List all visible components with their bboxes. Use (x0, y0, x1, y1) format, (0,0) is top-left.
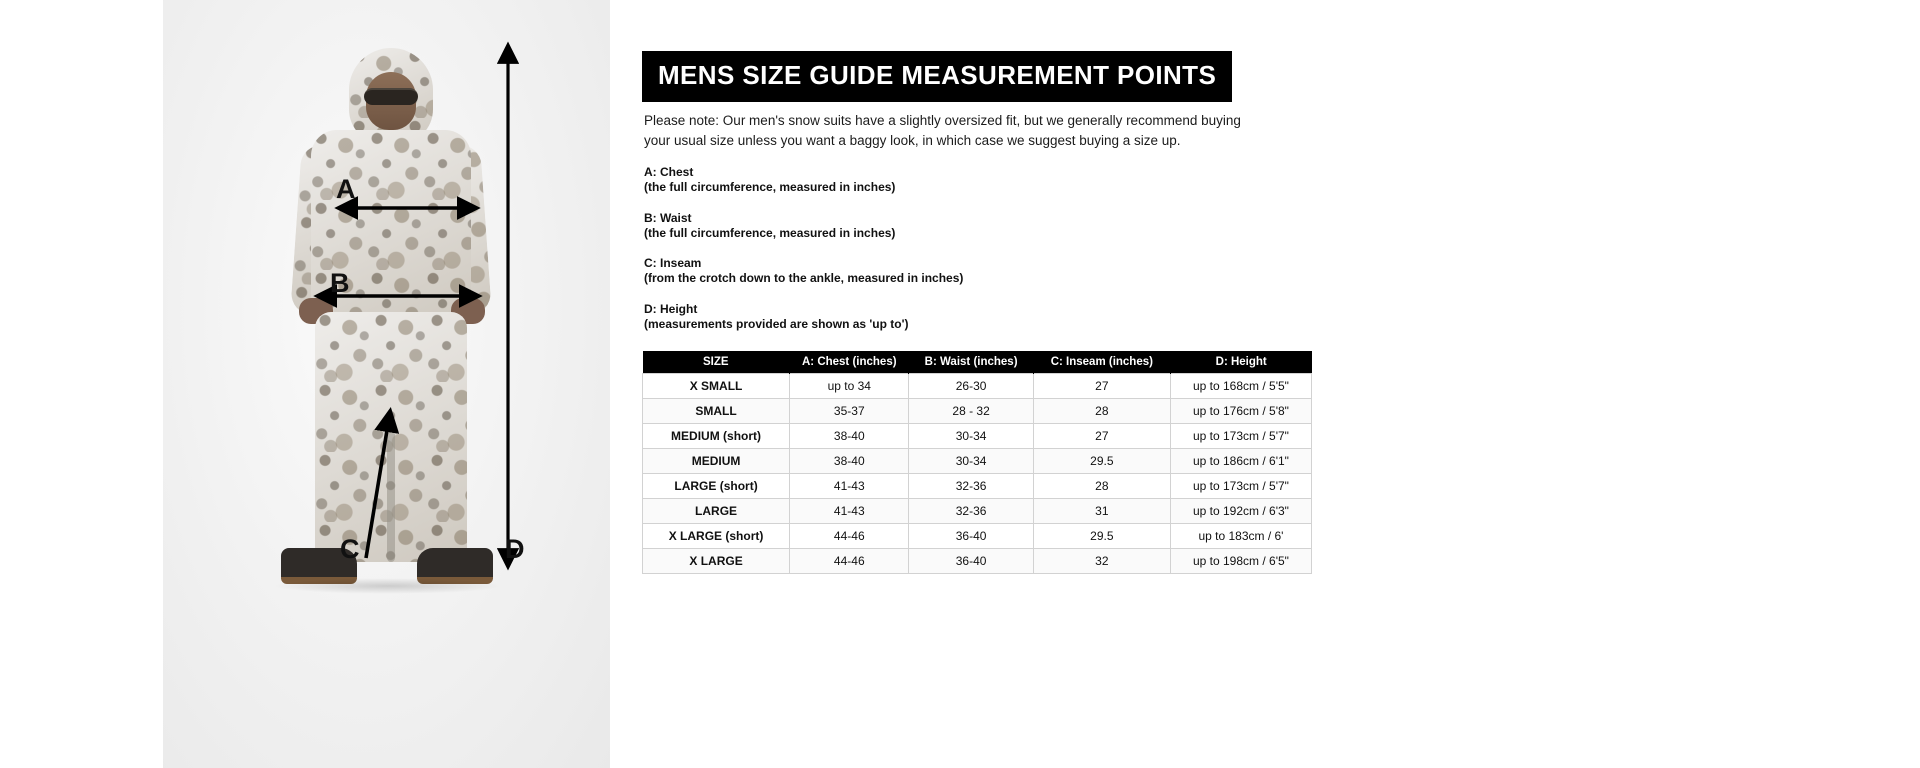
cell-size: LARGE (short) (643, 474, 790, 499)
column-header-inseam: C: Inseam (inches) (1033, 351, 1170, 374)
definition-chest-title: A: Chest (644, 165, 694, 179)
column-header-chest: A: Chest (inches) (790, 351, 909, 374)
cell-inseam: 28 (1033, 474, 1170, 499)
size-guide-content (642, 0, 1342, 768)
cell-height: up to 186cm / 6'1" (1170, 449, 1311, 474)
measurement-arrows (163, 0, 610, 768)
cell-waist: 32-36 (909, 474, 1033, 499)
cell-size: X SMALL (643, 374, 790, 399)
cell-inseam: 31 (1033, 499, 1170, 524)
cell-height: up to 183cm / 6' (1170, 524, 1311, 549)
definition-height (644, 302, 1264, 332)
cell-height: up to 176cm / 5'8" (1170, 399, 1311, 424)
definition-inseam-sub: (from the crotch down to the ankle, measured in inches) (644, 271, 964, 285)
column-header-height: D: Height (1170, 351, 1311, 374)
definition-waist-title: B: Waist (644, 210, 692, 225)
size-chart-body (643, 374, 1312, 574)
table-row (643, 474, 1312, 499)
cell-inseam: 29.5 (1033, 524, 1170, 549)
cell-chest: up to 34 (790, 374, 909, 399)
table-header-row (643, 351, 1312, 374)
cell-inseam: 32 (1033, 549, 1170, 574)
table-row (643, 424, 1312, 449)
cell-inseam: 29.5 (1033, 449, 1170, 474)
definition-height-title: D: Height (644, 301, 698, 316)
table-row (643, 549, 1312, 574)
definition-inseam-title: C: Inseam (644, 256, 702, 270)
marker-label-c: C (340, 534, 360, 564)
table-row (643, 524, 1312, 549)
marker-label-a: A (336, 174, 356, 204)
cell-size: LARGE (643, 499, 790, 524)
model-photo-panel (163, 0, 610, 768)
definition-height-sub: (measurements provided are shown as 'up to') (644, 316, 909, 331)
table-row (643, 399, 1312, 424)
column-header-size: SIZE (643, 351, 790, 374)
cell-waist: 32-36 (909, 499, 1033, 524)
table-row (643, 499, 1312, 524)
definition-chest (644, 165, 1264, 195)
cell-waist: 30-34 (909, 424, 1033, 449)
cell-inseam: 27 (1033, 424, 1170, 449)
cell-size: SMALL (643, 399, 790, 424)
cell-waist: 36-40 (909, 549, 1033, 574)
marker-label-d: D (505, 534, 525, 564)
cell-chest: 41-43 (790, 499, 909, 524)
cell-chest: 41-43 (790, 474, 909, 499)
cell-height: up to 173cm / 5'7" (1170, 474, 1311, 499)
cell-waist: 36-40 (909, 524, 1033, 549)
fit-note: Please note: Our men's snow suits have a slightly oversized fit, but we generally recommend buying your usual size unless you want a baggy look, in which case we suggest buying a size up. (644, 113, 1241, 148)
cell-height: up to 192cm / 6'3" (1170, 499, 1311, 524)
size-chart-table (642, 351, 1312, 574)
column-header-waist: B: Waist (inches) (909, 351, 1033, 374)
definition-waist (644, 211, 1264, 241)
cell-size: MEDIUM (short) (643, 424, 790, 449)
cell-waist: 26-30 (909, 374, 1033, 399)
cell-chest: 38-40 (790, 424, 909, 449)
inseam-arrow (366, 412, 390, 558)
definition-chest-sub: (the full circumference, measured in inches) (644, 180, 896, 194)
cell-size: X LARGE (short) (643, 524, 790, 549)
cell-waist: 30-34 (909, 449, 1033, 474)
marker-label-b: B (330, 268, 350, 298)
size-chart-head (643, 351, 1312, 374)
cell-waist: 28 - 32 (909, 399, 1033, 424)
table-row (643, 374, 1312, 399)
cell-height: up to 168cm / 5'5" (1170, 374, 1311, 399)
cell-chest: 38-40 (790, 449, 909, 474)
cell-chest: 44-46 (790, 524, 909, 549)
definition-inseam (644, 256, 1264, 286)
cell-size: MEDIUM (643, 449, 790, 474)
table-row (643, 449, 1312, 474)
measurement-definitions (644, 165, 1264, 347)
cell-height: up to 198cm / 6'5" (1170, 549, 1311, 574)
cell-height: up to 173cm / 5'7" (1170, 424, 1311, 449)
cell-chest: 35-37 (790, 399, 909, 424)
definition-waist-sub: (the full circumference, measured in inches) (644, 225, 896, 240)
cell-inseam: 27 (1033, 374, 1170, 399)
page-title: MENS SIZE GUIDE MEASUREMENT POINTS (642, 51, 1232, 102)
cell-inseam: 28 (1033, 399, 1170, 424)
cell-chest: 44-46 (790, 549, 909, 574)
cell-size: X LARGE (643, 549, 790, 574)
